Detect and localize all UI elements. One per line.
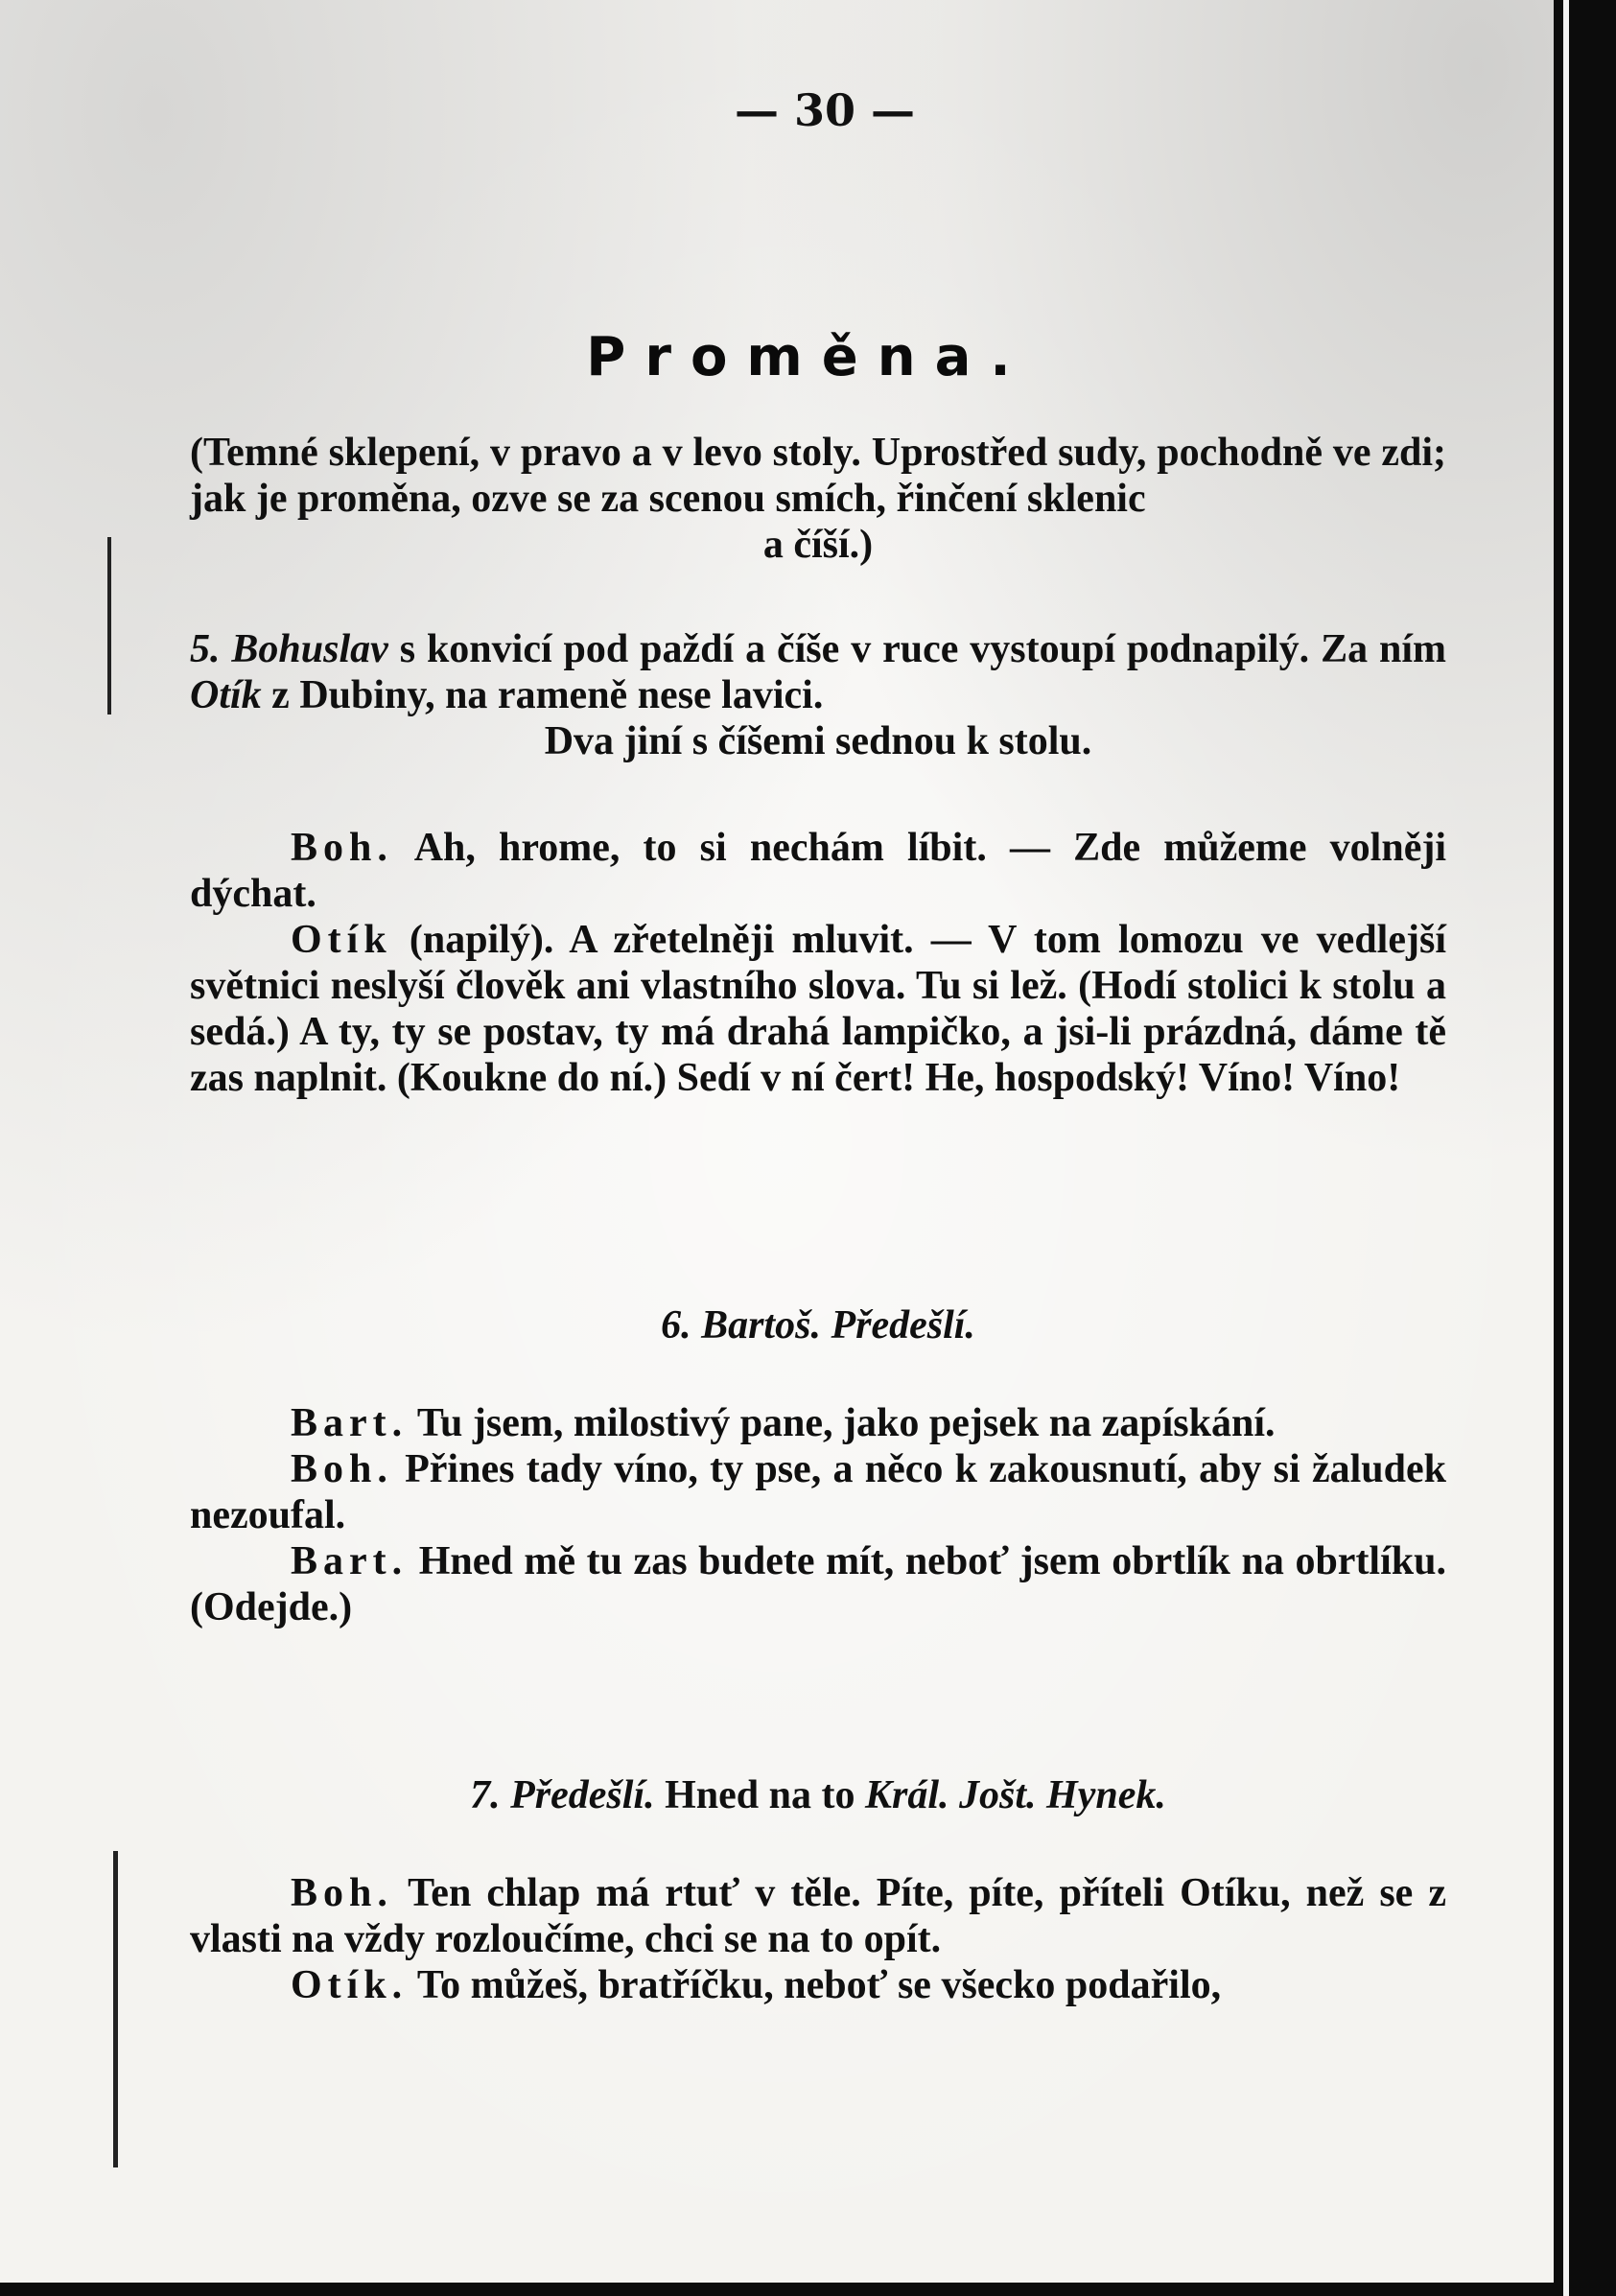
dialogue-text: Ah, hrome, to si nechám líbit. — Zde můžeme volněji dýchat. (190, 826, 1446, 916)
page-number: — 30 — (734, 84, 916, 136)
dialogue-text: To můžeš, bratříčku, neboť se všecko podařilo, (408, 1963, 1222, 2007)
scene-text: Dva jiní s číšemi sednou k stolu. (544, 719, 1092, 763)
character-name: Otík (190, 673, 262, 717)
stage-direction (190, 430, 1446, 568)
scene-text: s konvicí pod paždí a číše v ruce vystoupí podnapilý. Za ním (387, 627, 1446, 671)
dialogue-text: Ten chlap má rtuť v těle. Píte, píte, příteli Otíku, než se z vlasti na vždy rozloučíme, chci se na to opít. (190, 1871, 1446, 1961)
scene-6-heading (190, 1302, 1446, 1348)
dialogue-text: Hned mě tu zas budete mít, neboť jsem obrtlík na obrtlíku. (Odejde.) (190, 1539, 1446, 1629)
dialogue-block-1 (190, 825, 1446, 1101)
margin-mark (107, 537, 111, 715)
dialogue-text: Přines tady víno, ty pse, a něco k zakousnutí, aby si žaludek nezoufal. (190, 1447, 1446, 1537)
stage-direction-line: (Temné sklepení, v pravo a v levo stoly. Uprostřed sudy, pochodně ve zdi; jak je proměna, ozve se za scenou smích, řinčení sklenic (190, 431, 1446, 521)
speaker-name: Otík. (291, 1963, 409, 2007)
speaker-name: Boh. (291, 826, 393, 870)
speaker-name: Boh. (291, 1447, 393, 1491)
scene-text: z Dubiny, na rameně nese lavici. (261, 673, 824, 717)
speaker-name: Bart. (291, 1539, 409, 1583)
scene-number: 6. (661, 1303, 691, 1347)
speaker-name: Bart. (291, 1401, 409, 1445)
scene-text: Bartoš. Předešlí. (701, 1303, 975, 1347)
dialogue-text: Tu jsem, milostivý pane, jako pejsek na zapískání. (408, 1401, 1276, 1445)
dialogue-block-2 (190, 1400, 1446, 1630)
scene-5-heading (190, 626, 1446, 764)
section-title: Proměna. (586, 326, 1030, 388)
page-edge-line (1563, 0, 1569, 2296)
dialogue-block-3 (190, 1870, 1446, 2008)
scene-text: Král. Jošt. Hynek. (864, 1773, 1166, 1817)
margin-mark (113, 1851, 118, 2167)
speaker-name: Boh. (291, 1871, 393, 1915)
character-name: Bohuslav (231, 627, 388, 671)
scene-7-heading (190, 1772, 1446, 1818)
speaker-name: Otík (291, 918, 392, 962)
scene-text: Předešlí. (510, 1773, 655, 1817)
dialogue-text: (napilý). A zřetelněji mluvit. — V tom lomozu ve vedlejší světnici neslyší člověk ani vlastního slova. Tu si lež. (Hodí stolici k stolu a sedá.) A ty, ty se postav, ty má drahá lampičko, a jsi-li prázdná, dáme tě zas naplnit. (Koukne do ní.) Sedí v ní čert! He, hospodský! Víno! Víno! (190, 918, 1446, 1100)
stage-direction-end: a číší.) (762, 523, 874, 567)
scene-number: 7. (470, 1773, 501, 1817)
scene-text: Hned na to (654, 1773, 865, 1817)
scene-number: 5. (190, 627, 221, 671)
